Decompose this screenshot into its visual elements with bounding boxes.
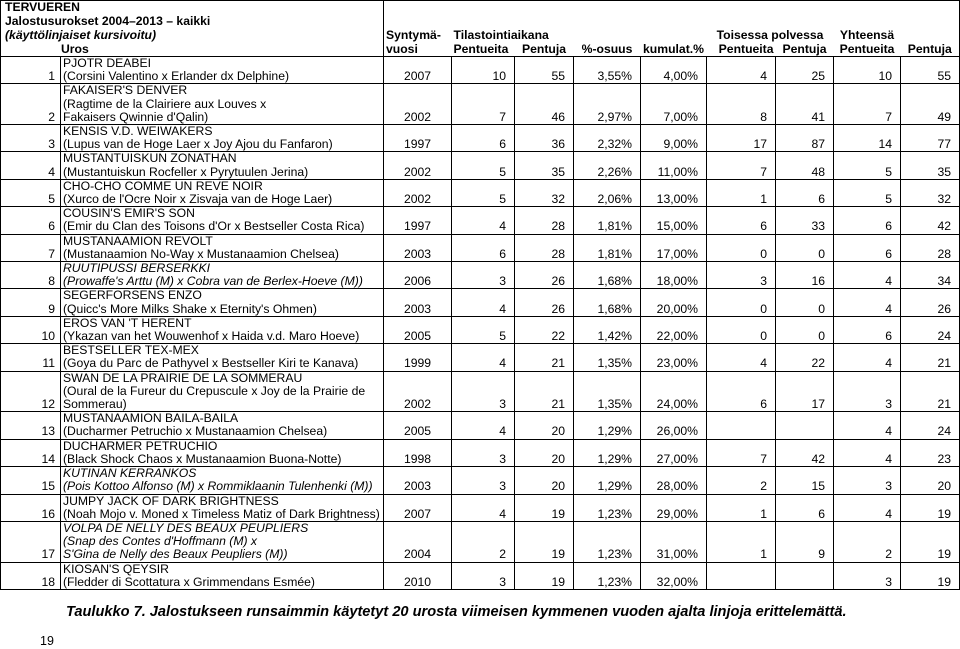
cumulative-percent: 29,00% (641, 494, 707, 521)
col-y-pentueita: Pentueita (834, 43, 901, 57)
stud-pedigree: (Corsini Valentino x Erlander dx Delphine) (63, 69, 290, 84)
table-row (1, 316, 960, 343)
share-percent: 1,29% (574, 412, 641, 439)
cumulative-percent: 15,00% (641, 207, 707, 234)
cumulative-percent: 31,00% (641, 521, 707, 562)
group-yhteensa: Yhteensä (839, 28, 895, 43)
table-row (1, 439, 960, 466)
stud-pedigree: (Black Shock Chaos x Mustanaamion Buona-Notte) (63, 451, 342, 466)
row-number: 10 (1, 316, 61, 343)
total-litters: 4 (834, 344, 901, 371)
stud-name-cell (61, 262, 384, 289)
col-uros: Uros (1, 43, 384, 57)
stud-name-cell (61, 289, 384, 316)
table-row (1, 494, 960, 521)
total-puppies: 19 (901, 562, 960, 589)
col-syntyma-1: Syntymä- (386, 28, 441, 43)
puppies: 22 (515, 316, 574, 343)
stud-pedigree: (Noah Mojo v. Moned x Timeless Matiz of Dark Brightness) (63, 506, 380, 521)
second-gen-litters: 1 (707, 179, 776, 206)
second-gen-litters: 3 (707, 262, 776, 289)
total-litters: 10 (834, 57, 901, 84)
total-litters: 4 (834, 412, 901, 439)
row-number: 18 (1, 562, 61, 589)
stud-name-cell (61, 57, 384, 84)
total-litters: 2 (834, 521, 901, 562)
stud-pedigree: (Lupus van de Hoge Laer x Joy Ajou du Fanfaron) (63, 137, 333, 152)
stud-name: RUUTIPUSSI BERSERKKI (63, 261, 210, 276)
stud-pedigree: (Emir du Clan des Toisons d'Or x Bestseller Costa Rica) (63, 219, 365, 234)
total-litters: 3 (834, 371, 901, 412)
second-gen-litters: 4 (707, 344, 776, 371)
stud-pedigree: (Ykazan van het Wouwenhof x Haida v.d. Maro Hoeve) (63, 329, 360, 344)
total-litters: 6 (834, 234, 901, 261)
group-tilastointiaikana: Tilastointiaikana (453, 28, 549, 43)
litters: 6 (452, 234, 515, 261)
stud-name: DUCHARMER PETRUCHIO (63, 439, 218, 453)
cumulative-percent: 17,00% (641, 234, 707, 261)
second-gen-litters: 2 (707, 467, 776, 494)
total-puppies: 19 (901, 494, 960, 521)
second-gen-puppies: 87 (776, 125, 834, 152)
col-t-pentuja: Pentuja (776, 43, 834, 57)
table-row (1, 179, 960, 206)
stud-name-cell (61, 412, 384, 439)
birth-year: 2002 (384, 152, 452, 179)
total-puppies: 21 (901, 344, 960, 371)
second-gen-litters: 6 (707, 371, 776, 412)
share-percent: 1,35% (574, 344, 641, 371)
share-percent: 2,97% (574, 84, 641, 125)
row-number: 5 (1, 179, 61, 206)
share-percent: 1,35% (574, 371, 641, 412)
share-percent: 1,29% (574, 467, 641, 494)
stud-pedigree: (Prowaffe's Arttu (M) x Cobra van de Berlex-Hoeve (M)) (63, 274, 363, 289)
total-puppies: 23 (901, 439, 960, 466)
total-puppies: 26 (901, 289, 960, 316)
second-gen-litters: 7 (707, 439, 776, 466)
second-gen-puppies (776, 562, 834, 589)
total-puppies: 34 (901, 262, 960, 289)
stud-pedigree: (Goya du Parc de Pathyvel x Bestseller Kiri te Kanava) (63, 356, 359, 371)
cumulative-percent: 24,00% (641, 371, 707, 412)
birth-year: 2004 (384, 521, 452, 562)
total-puppies: 49 (901, 84, 960, 125)
stud-pedigree: S'Gina de Nelly des Beaux Peupliers (M)) (63, 547, 288, 562)
stud-name-cell (61, 316, 384, 343)
total-litters: 3 (834, 562, 901, 589)
cumulative-percent: 13,00% (641, 179, 707, 206)
stud-name-cell (61, 371, 384, 412)
puppies: 19 (515, 521, 574, 562)
stud-name: VOLPA DE NELLY DES BEAUX PEUPLIERS (63, 521, 309, 535)
row-number: 4 (1, 152, 61, 179)
second-gen-puppies: 15 (776, 467, 834, 494)
row-number: 8 (1, 262, 61, 289)
puppies: 35 (515, 152, 574, 179)
row-number: 15 (1, 467, 61, 494)
puppies: 26 (515, 289, 574, 316)
second-gen-puppies: 0 (776, 289, 834, 316)
table-row (1, 344, 960, 371)
stud-name-cell (61, 84, 384, 125)
stud-pedigree: (Ducharmer Petruchio x Mustanaamion Chelsea) (63, 424, 328, 439)
birth-year: 2002 (384, 179, 452, 206)
group-toisessa-polvessa: Toisessa polvessa (716, 28, 824, 43)
second-gen-litters (707, 562, 776, 589)
stud-name: FAKAISER'S DENVER (63, 83, 188, 98)
litters: 3 (452, 439, 515, 466)
litters: 2 (452, 521, 515, 562)
second-gen-litters: 7 (707, 152, 776, 179)
birth-year: 2007 (384, 57, 452, 84)
birth-year: 2010 (384, 562, 452, 589)
table-row (1, 57, 960, 84)
row-number: 2 (1, 84, 61, 125)
stud-name: KENSIS V.D. WEIWAKERS (63, 124, 213, 139)
share-percent: 1,81% (574, 207, 641, 234)
cumulative-percent: 23,00% (641, 344, 707, 371)
stud-name: EROS VAN 'T HERENT (63, 316, 192, 330)
second-gen-puppies: 42 (776, 439, 834, 466)
total-puppies: 42 (901, 207, 960, 234)
second-gen-litters: 6 (707, 207, 776, 234)
stud-name-cell (61, 234, 384, 261)
puppies: 46 (515, 84, 574, 125)
table-subtitle: Jalostusurokset 2004–2013 – kaikki (1, 15, 384, 29)
litters: 10 (452, 57, 515, 84)
cumulative-percent: 26,00% (641, 412, 707, 439)
birth-year: 2002 (384, 371, 452, 412)
row-number: 16 (1, 494, 61, 521)
cumulative-percent: 28,00% (641, 467, 707, 494)
table-row (1, 412, 960, 439)
table-row (1, 152, 960, 179)
second-gen-puppies: 6 (776, 494, 834, 521)
litters: 4 (452, 494, 515, 521)
table-row (1, 207, 960, 234)
birth-year: 1997 (384, 207, 452, 234)
stud-pedigree: (Xurco de l'Ocre Noir x Zisvaja van de Hoge Laer) (63, 192, 333, 207)
second-gen-puppies: 6 (776, 179, 834, 206)
birth-year: 2006 (384, 262, 452, 289)
total-litters: 4 (834, 289, 901, 316)
row-number: 13 (1, 412, 61, 439)
total-puppies: 35 (901, 152, 960, 179)
col-syntyma-2: vuosi (384, 43, 452, 57)
stud-pedigree: (Snap des Contes d'Hoffmann (M) x (63, 534, 258, 549)
second-gen-puppies: 33 (776, 207, 834, 234)
share-percent: 1,29% (574, 439, 641, 466)
row-number: 11 (1, 344, 61, 371)
cumulative-percent: 22,00% (641, 316, 707, 343)
stud-pedigree: (Fledder di Scottatura x Grimmendans Esmée) (63, 574, 315, 589)
stud-pedigree: (Quicc's More Milks Shake x Eternity's Ohmen) (63, 301, 317, 316)
puppies: 20 (515, 439, 574, 466)
second-gen-puppies: 17 (776, 371, 834, 412)
cumulative-percent: 9,00% (641, 125, 707, 152)
total-puppies: 21 (901, 371, 960, 412)
stud-pedigree: (Mustanaamion No-Way x Mustanaamion Chelsea) (63, 246, 339, 261)
litters: 4 (452, 344, 515, 371)
second-gen-litters: 1 (707, 494, 776, 521)
row-number: 3 (1, 125, 61, 152)
stud-name: CHO-CHO COMME UN REVE NOIR (63, 179, 263, 193)
stud-name: MUSTANAAMION BAILA-BAILA (63, 411, 239, 426)
row-number: 6 (1, 207, 61, 234)
second-gen-puppies (776, 412, 834, 439)
total-puppies: 28 (901, 234, 960, 261)
share-percent: 1,68% (574, 262, 641, 289)
stud-pedigree: Sommerau) (63, 397, 127, 412)
row-number: 1 (1, 57, 61, 84)
total-litters: 5 (834, 152, 901, 179)
stud-name-cell (61, 467, 384, 494)
total-litters: 4 (834, 439, 901, 466)
second-gen-litters: 0 (707, 316, 776, 343)
stud-name-cell (61, 207, 384, 234)
stud-name-cell (61, 494, 384, 521)
total-litters: 4 (834, 262, 901, 289)
stud-name: PJOTR DEABEI (63, 56, 152, 70)
stud-name-cell (61, 344, 384, 371)
stud-pedigree: (Ragtime de la Clairiere aux Louves x (63, 96, 267, 111)
col-pentuja: Pentuja (515, 43, 574, 57)
stud-name: SWAN DE LA PRAIRIE DE LA SOMMERAU (63, 371, 303, 385)
second-gen-puppies: 22 (776, 344, 834, 371)
table-row (1, 262, 960, 289)
puppies: 21 (515, 371, 574, 412)
second-gen-litters: 8 (707, 84, 776, 125)
stud-name: KUTINAN KERRANKOS (63, 466, 197, 481)
table-row (1, 125, 960, 152)
row-number: 9 (1, 289, 61, 316)
second-gen-puppies: 0 (776, 234, 834, 261)
share-percent: 1,23% (574, 494, 641, 521)
second-gen-litters (707, 412, 776, 439)
litters: 7 (452, 84, 515, 125)
birth-year: 2002 (384, 84, 452, 125)
cumulative-percent: 7,00% (641, 84, 707, 125)
litters: 4 (452, 207, 515, 234)
stud-name: COUSIN'S EMIR'S SON (63, 206, 195, 221)
table-note: (käyttölinjaiset kursivoitu) (1, 29, 384, 43)
total-puppies: 32 (901, 179, 960, 206)
row-number: 17 (1, 521, 61, 562)
total-litters: 3 (834, 467, 901, 494)
stud-pedigree: (Mustantuiskun Rocfeller x Pyrytuulen Jerina) (63, 164, 309, 179)
table-row (1, 371, 960, 412)
total-puppies: 24 (901, 412, 960, 439)
birth-year: 1998 (384, 439, 452, 466)
second-gen-litters: 0 (707, 234, 776, 261)
stud-name: BESTSELLER TEX-MEX (63, 343, 199, 358)
puppies: 36 (515, 125, 574, 152)
table-title: TERVUEREN (1, 1, 384, 15)
puppies: 28 (515, 234, 574, 261)
birth-year: 2007 (384, 494, 452, 521)
second-gen-puppies: 48 (776, 152, 834, 179)
row-number: 14 (1, 439, 61, 466)
puppies: 19 (515, 562, 574, 589)
table-row (1, 521, 960, 562)
total-litters: 6 (834, 316, 901, 343)
total-litters: 5 (834, 179, 901, 206)
share-percent: 1,81% (574, 234, 641, 261)
litters: 3 (452, 562, 515, 589)
cumulative-percent: 20,00% (641, 289, 707, 316)
litters: 6 (452, 125, 515, 152)
birth-year: 2005 (384, 316, 452, 343)
second-gen-litters: 4 (707, 57, 776, 84)
total-puppies: 24 (901, 316, 960, 343)
cumulative-percent: 27,00% (641, 439, 707, 466)
second-gen-litters: 17 (707, 125, 776, 152)
birth-year: 2003 (384, 234, 452, 261)
row-number: 7 (1, 234, 61, 261)
stud-pedigree: Fakaisers Qwinnie d'Qalin) (63, 109, 209, 124)
puppies: 55 (515, 57, 574, 84)
col-y-pentuja: Pentuja (901, 43, 960, 57)
total-litters: 14 (834, 125, 901, 152)
second-gen-litters: 1 (707, 521, 776, 562)
col-pentueita: Pentueita (452, 43, 515, 57)
stud-name: SEGERFORSENS ENZO (63, 288, 202, 303)
birth-year: 1999 (384, 344, 452, 371)
share-percent: 2,06% (574, 179, 641, 206)
table-row (1, 562, 960, 589)
total-puppies: 20 (901, 467, 960, 494)
stud-name: JUMPY JACK OF DARK BRIGHTNESS (63, 494, 279, 508)
share-percent: 2,32% (574, 125, 641, 152)
second-gen-puppies: 0 (776, 316, 834, 343)
litters: 4 (452, 412, 515, 439)
litters: 3 (452, 467, 515, 494)
total-litters: 6 (834, 207, 901, 234)
second-gen-puppies: 41 (776, 84, 834, 125)
birth-year: 2003 (384, 467, 452, 494)
litters: 5 (452, 179, 515, 206)
stud-pedigree: (Pois Kottoo Alfonso (M) x Rommiklaanin Tulenhenki (M)) (63, 479, 373, 494)
table-caption: Taulukko 7. Jalostukseen runsaimmin käytetyt 20 urosta viimeisen kymmenen vuoden ajalta linjoja erittelemättä. (66, 604, 847, 620)
cumulative-percent: 4,00% (641, 57, 707, 84)
table-row (1, 84, 960, 125)
share-percent: 1,23% (574, 562, 641, 589)
second-gen-puppies: 16 (776, 262, 834, 289)
stud-name: MUSTANTUISKUN ZONATHAN (63, 151, 237, 166)
table-body (1, 57, 960, 590)
col-osuus: %-osuus (574, 43, 641, 57)
cumulative-percent: 11,00% (641, 152, 707, 179)
stud-name-cell (61, 439, 384, 466)
share-percent: 1,23% (574, 521, 641, 562)
litters: 3 (452, 262, 515, 289)
share-percent: 1,42% (574, 316, 641, 343)
birth-year: 1997 (384, 125, 452, 152)
second-gen-puppies: 9 (776, 521, 834, 562)
total-litters: 7 (834, 84, 901, 125)
stud-name: KIOSAN'S QEYSIR (63, 562, 169, 576)
puppies: 20 (515, 412, 574, 439)
puppies: 32 (515, 179, 574, 206)
stud-name-cell (61, 521, 384, 562)
col-t-pentueita: Pentueita (707, 43, 776, 57)
table-header (1, 1, 960, 57)
total-puppies: 55 (901, 57, 960, 84)
share-percent: 2,26% (574, 152, 641, 179)
share-percent: 1,68% (574, 289, 641, 316)
cumulative-percent: 32,00% (641, 562, 707, 589)
litters: 5 (452, 316, 515, 343)
table-row (1, 289, 960, 316)
total-litters: 4 (834, 494, 901, 521)
col-kumulat: kumulat.% (641, 43, 707, 57)
share-percent: 3,55% (574, 57, 641, 84)
total-puppies: 77 (901, 125, 960, 152)
litters: 5 (452, 152, 515, 179)
birth-year: 2005 (384, 412, 452, 439)
stud-name-cell (61, 562, 384, 589)
total-puppies: 19 (901, 521, 960, 562)
puppies: 26 (515, 262, 574, 289)
stud-pedigree: (Oural de la Fureur du Crepuscule x Joy de la Prairie de (63, 383, 366, 398)
stud-name-cell (61, 125, 384, 152)
table-row (1, 234, 960, 261)
stud-name-cell (61, 179, 384, 206)
second-gen-puppies: 25 (776, 57, 834, 84)
row-number: 12 (1, 371, 61, 412)
cumulative-percent: 18,00% (641, 262, 707, 289)
page-number: 19 (40, 634, 54, 648)
puppies: 20 (515, 467, 574, 494)
table-row (1, 467, 960, 494)
puppies: 21 (515, 344, 574, 371)
stud-name: MUSTANAAMION REVOLT (63, 234, 213, 248)
puppies: 28 (515, 207, 574, 234)
litters: 4 (452, 289, 515, 316)
birth-year: 2003 (384, 289, 452, 316)
litters: 3 (452, 371, 515, 412)
puppies: 19 (515, 494, 574, 521)
second-gen-litters: 0 (707, 289, 776, 316)
stud-name-cell (61, 152, 384, 179)
